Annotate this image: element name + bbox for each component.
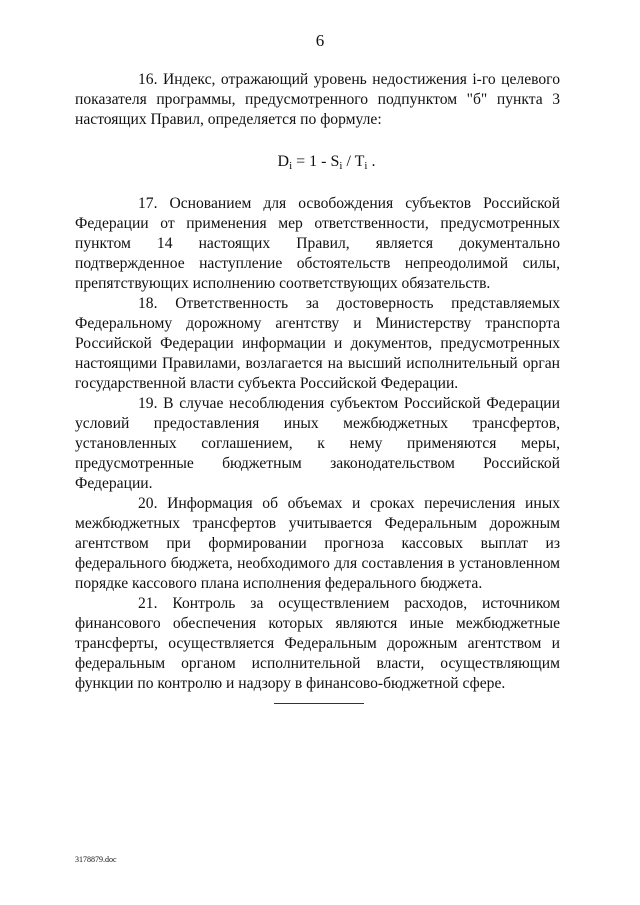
paragraph-17: 17. Основанием для освобождения субъектов Российской Федерации от применения мер ответственности, предусмотренных пунктом 14 настоящих Правил, является документально подтвержденное наступление обстоятельств непреодолимой силы, препятствующих исполнению соответствующих обязательств. [75,195,560,292]
paragraph-21: 21. Контроль за осуществлением расходов, источником финансового обеспечения которых являются иные межбюджетные трансферты, осуществляется Федеральным дорожным агентством и федеральным органом исполнительной власти, осуществляющим функции по контролю и надзору в финансово-бюджетной сфере. [75,595,560,692]
formula-t: T [354,153,365,170]
paragraph-18: 18. Ответственность за достоверность представляемых Федеральному дорожному агентству и Министерству транспорта Российской Федерации информации и документов, предусмотренных настоящими Правилами, возлагается на высший исполнительный орган государственной власти субъекта Российской Федерации. [75,295,560,392]
closing-rule [274,703,364,704]
formula-end: . [367,153,376,170]
formula-operator-equals: = 1 - [292,153,331,170]
document-body [75,70,560,694]
document-id: 3178879.doc [75,855,117,864]
paragraph-19: 19. В случае несоблюдения субъектом Российской Федерации условий предоставления иных межбюджетных трансфертов, установленных соглашением, к нему применяются меры, предусмотренные бюджетным законодательством Российской Федерации. [75,395,560,492]
formula-s-subscript: i [339,160,343,172]
paragraph-20: 20. Информация об объемах и сроках перечисления иных межбюджетных трансфертов учитывается Федеральным дорожным агентством при формировании прогноза кассовых выплат из федерального бюджета, необходимого для составления в установленном порядке кассового плана исполнения федерального бюджета. [75,495,560,592]
paragraph-16: 16. Индекс, отражающий уровень недостижения i-го целевого показателя программы, предусмотренного подпунктом "б" пункта 3 настоящих Правил, определяется по формуле: [75,71,560,128]
formula-operator-divide: / [342,153,355,170]
formula-lhs-subscript: i [289,160,293,172]
formula-t-subscript: i [364,160,368,172]
page-number: 6 [315,31,325,50]
formula-lhs: D [277,153,290,170]
formula [75,152,560,176]
formula-s: S [330,153,340,170]
